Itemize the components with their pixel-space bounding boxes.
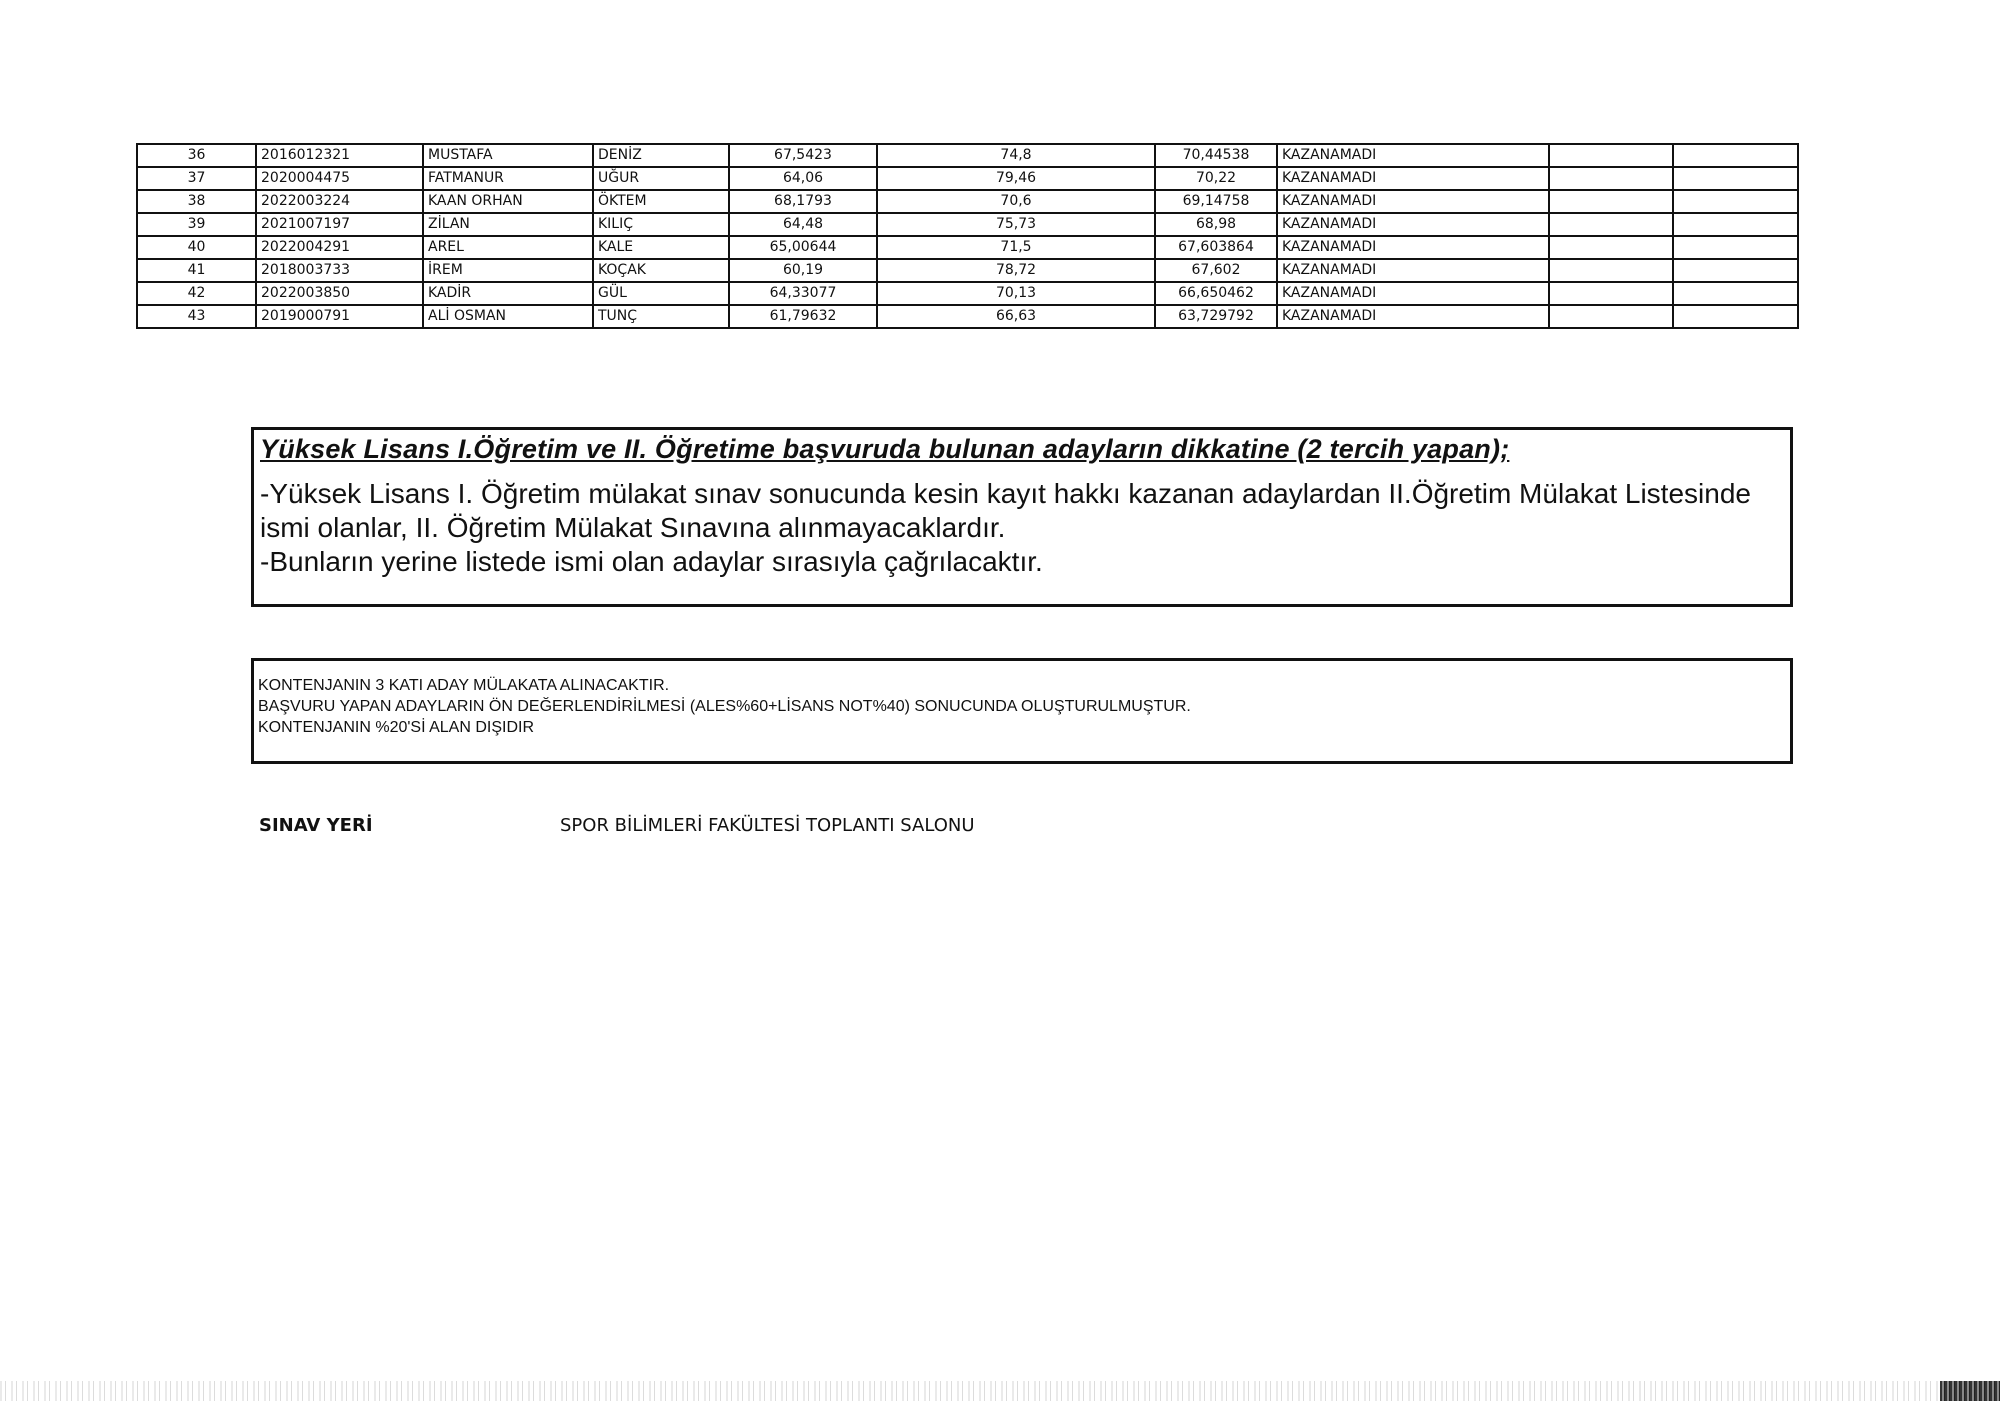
status-cell: KAZANAMADI	[1277, 144, 1549, 167]
score-2-cell: 78,72	[877, 259, 1155, 282]
row-number-cell: 42	[137, 282, 256, 305]
status-cell: KAZANAMADI	[1277, 167, 1549, 190]
empty-cell	[1673, 167, 1798, 190]
score-1-cell: 65,00644	[729, 236, 877, 259]
student-id-cell: 2020004475	[256, 167, 423, 190]
empty-cell	[1549, 190, 1673, 213]
info-line-2: BAŞVURU YAPAN ADAYLARIN ÖN DEĞERLENDİRİLMESİ (ALES%60+LİSANS NOT%40) SONUCUNDA OLUŞTURULMUŞTUR.	[258, 698, 1191, 715]
status-cell: KAZANAMADI	[1277, 213, 1549, 236]
student-id-cell: 2022003224	[256, 190, 423, 213]
total-score-cell: 63,729792	[1155, 305, 1277, 328]
student-id-cell: 2019000791	[256, 305, 423, 328]
row-number-cell: 41	[137, 259, 256, 282]
results-table-body	[137, 144, 1798, 328]
notice-line-3: -Bunların yerine listede ismi olan adaylar sırasıyla çağrılacaktır.	[260, 546, 1043, 577]
notice-line-2: ismi olanlar, II. Öğretim Mülakat Sınavına alınmayacaklardır.	[260, 512, 1006, 543]
table-row	[137, 236, 1798, 259]
info-line-3: KONTENJANIN %20'Sİ ALAN DIŞIDIR	[258, 719, 535, 736]
score-2-cell: 79,46	[877, 167, 1155, 190]
surname-cell: ÖKTEM	[593, 190, 729, 213]
empty-cell	[1549, 167, 1673, 190]
surname-cell: KALE	[593, 236, 729, 259]
info-box	[251, 658, 1793, 764]
empty-cell	[1549, 259, 1673, 282]
empty-cell	[1549, 305, 1673, 328]
total-score-cell: 67,602	[1155, 259, 1277, 282]
table-row	[137, 167, 1798, 190]
table-row	[137, 144, 1798, 167]
empty-cell	[1549, 213, 1673, 236]
student-id-cell: 2022004291	[256, 236, 423, 259]
student-id-cell: 2018003733	[256, 259, 423, 282]
status-cell: KAZANAMADI	[1277, 282, 1549, 305]
surname-cell: DENİZ	[593, 144, 729, 167]
surname-cell: KILIÇ	[593, 213, 729, 236]
first-name-cell: ZİLAN	[423, 213, 593, 236]
row-number-cell: 38	[137, 190, 256, 213]
info-line-1: KONTENJANIN 3 KATI ADAY MÜLAKATA ALINACAKTIR.	[258, 677, 670, 694]
status-cell: KAZANAMADI	[1277, 190, 1549, 213]
empty-cell	[1673, 305, 1798, 328]
total-score-cell: 70,44538	[1155, 144, 1277, 167]
score-1-cell: 61,79632	[729, 305, 877, 328]
empty-cell	[1673, 282, 1798, 305]
notice-title: Yüksek Lisans I.Öğretim ve II. Öğretime başvuruda bulunan adayların dikkatine (2 tercih yapan);	[260, 434, 1510, 464]
row-number-cell: 36	[137, 144, 256, 167]
total-score-cell: 70,22	[1155, 167, 1277, 190]
surname-cell: GÜL	[593, 282, 729, 305]
surname-cell: UĞUR	[593, 167, 729, 190]
first-name-cell: KADİR	[423, 282, 593, 305]
exam-place-label: SINAV YERİ	[259, 815, 373, 836]
table-row	[137, 259, 1798, 282]
surname-cell: KOÇAK	[593, 259, 729, 282]
first-name-cell: MUSTAFA	[423, 144, 593, 167]
table-row	[137, 305, 1798, 328]
empty-cell	[1673, 259, 1798, 282]
score-2-cell: 74,8	[877, 144, 1155, 167]
results-table	[136, 143, 1799, 329]
empty-cell	[1549, 144, 1673, 167]
table-row	[137, 190, 1798, 213]
total-score-cell: 66,650462	[1155, 282, 1277, 305]
empty-cell	[1673, 144, 1798, 167]
surname-cell: TUNÇ	[593, 305, 729, 328]
notice-box	[251, 427, 1793, 607]
row-number-cell: 37	[137, 167, 256, 190]
first-name-cell: AREL	[423, 236, 593, 259]
empty-cell	[1673, 236, 1798, 259]
score-2-cell: 71,5	[877, 236, 1155, 259]
student-id-cell: 2021007197	[256, 213, 423, 236]
first-name-cell: KAAN ORHAN	[423, 190, 593, 213]
score-2-cell: 66,63	[877, 305, 1155, 328]
student-id-cell: 2022003850	[256, 282, 423, 305]
status-cell: KAZANAMADI	[1277, 236, 1549, 259]
score-1-cell: 64,33077	[729, 282, 877, 305]
row-number-cell: 43	[137, 305, 256, 328]
row-number-cell: 39	[137, 213, 256, 236]
first-name-cell: İREM	[423, 259, 593, 282]
score-1-cell: 64,06	[729, 167, 877, 190]
status-cell: KAZANAMADI	[1277, 259, 1549, 282]
table-row	[137, 213, 1798, 236]
exam-place-value: SPOR BİLİMLERİ FAKÜLTESİ TOPLANTI SALONU	[560, 815, 975, 836]
score-1-cell: 64,48	[729, 213, 877, 236]
table-row	[137, 282, 1798, 305]
notice-line-1: -Yüksek Lisans I. Öğretim mülakat sınav sonucunda kesin kayıt hakkı kazanan adaylardan II.Öğretim Mülakat Listesinde	[260, 478, 1751, 509]
score-1-cell: 68,1793	[729, 190, 877, 213]
first-name-cell: ALİ OSMAN	[423, 305, 593, 328]
score-2-cell: 75,73	[877, 213, 1155, 236]
score-2-cell: 70,6	[877, 190, 1155, 213]
scan-artifact-corner	[1940, 1381, 2000, 1401]
total-score-cell: 69,14758	[1155, 190, 1277, 213]
status-cell: KAZANAMADI	[1277, 305, 1549, 328]
score-1-cell: 67,5423	[729, 144, 877, 167]
row-number-cell: 40	[137, 236, 256, 259]
score-2-cell: 70,13	[877, 282, 1155, 305]
empty-cell	[1549, 236, 1673, 259]
empty-cell	[1673, 190, 1798, 213]
empty-cell	[1673, 213, 1798, 236]
first-name-cell: FATMANUR	[423, 167, 593, 190]
scan-artifact	[0, 1381, 2000, 1401]
score-1-cell: 60,19	[729, 259, 877, 282]
total-score-cell: 68,98	[1155, 213, 1277, 236]
empty-cell	[1549, 282, 1673, 305]
total-score-cell: 67,603864	[1155, 236, 1277, 259]
student-id-cell: 2016012321	[256, 144, 423, 167]
